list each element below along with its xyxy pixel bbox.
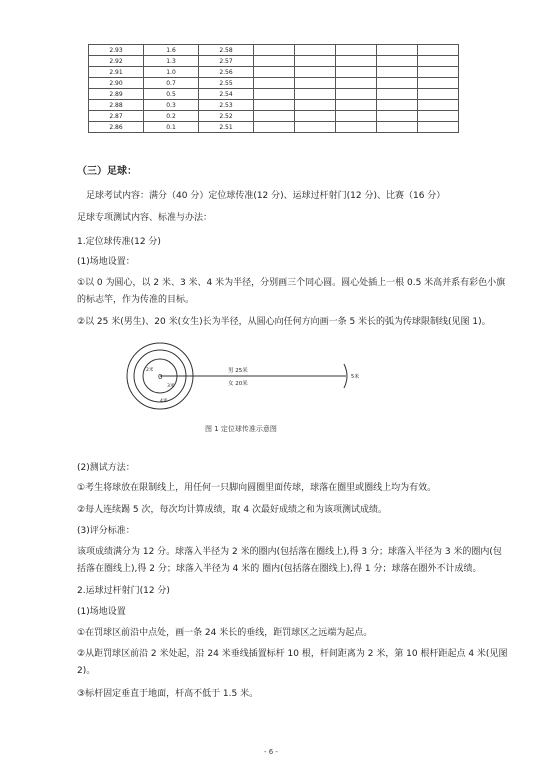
ring-label-outer: 4米 (160, 399, 168, 404)
table-cell: 2.92 (89, 56, 144, 67)
arc-label: 5米 (351, 374, 360, 380)
table-cell: 2.89 (89, 89, 144, 100)
empty-cell (254, 100, 295, 111)
table-row (89, 122, 459, 133)
paragraph: (3)评分标准： (77, 526, 135, 536)
table-row (89, 100, 459, 111)
empty-cell (418, 56, 459, 67)
empty-cell (336, 89, 377, 100)
empty-cell (418, 45, 459, 56)
empty-cell (377, 45, 418, 56)
empty-cell (336, 67, 377, 78)
empty-cell (254, 111, 295, 122)
empty-cell (377, 100, 418, 111)
ring-label-inner: 2米 (146, 368, 154, 373)
empty-cell (377, 56, 418, 67)
empty-cell (295, 100, 336, 111)
table-cell: 0.1 (144, 122, 199, 133)
paragraph: ①在罚球区前沿中点处，画一条 24 米长的垂线，距罚球区之远端为起点。 (77, 628, 373, 638)
paragraph: 该项成绩满分为 12 分。球落入半径为 2 米的圈内(包括落在圈线上),得 3 分；球落入半径为 3 米的圈内(包 (77, 547, 502, 557)
table-cell: 2.86 (89, 122, 144, 133)
table-cell: 2.93 (89, 45, 144, 56)
empty-cell (336, 56, 377, 67)
table-row (89, 89, 459, 100)
paragraph: 2)。 (77, 666, 96, 676)
table-cell: 2.90 (89, 78, 144, 89)
table-cell: 2.57 (199, 56, 254, 67)
empty-cell (254, 56, 295, 67)
empty-cell (295, 89, 336, 100)
paragraph: ①以 0 为圆心，以 2 米、3 米、4 米为半径，分别画三个同心圆。圆心处插上一根 0.5 米高并系有彩色小旗 (77, 278, 506, 288)
paragraph: 的标志竿，作为传准的目标。 (77, 295, 195, 305)
section-heading: （三）足球： (77, 166, 137, 177)
empty-cell (254, 122, 295, 133)
table-cell: 2.91 (89, 67, 144, 78)
table-cell: 0.5 (144, 89, 199, 100)
paragraph: ②每人连续踢 5 次，每次均计算成绩，取 4 次最好成绩之和为该项测试成绩。 (77, 505, 387, 515)
table-cell: 2.87 (89, 111, 144, 122)
table-row (89, 45, 459, 56)
empty-cell (254, 45, 295, 56)
empty-cell (377, 89, 418, 100)
page-number: - 6 - (264, 748, 278, 756)
table-cell: 1.0 (144, 67, 199, 78)
empty-cell (295, 78, 336, 89)
table-cell: 2.56 (199, 67, 254, 78)
paragraph: ③标杆固定垂直于地面，杆高不低于 1.5 米。 (77, 689, 259, 699)
table-cell: 2.55 (199, 78, 254, 89)
empty-cell (295, 111, 336, 122)
table-cell: 0.2 (144, 111, 199, 122)
empty-cell (418, 122, 459, 133)
empty-cell (377, 122, 418, 133)
empty-cell (377, 111, 418, 122)
empty-cell (336, 100, 377, 111)
empty-cell (254, 78, 295, 89)
empty-cell (418, 78, 459, 89)
table-cell: 2.51 (199, 122, 254, 133)
paragraph: 足球考试内容：满分（40 分）定位球传准(12 分)、运球过杆射门(12 分)、比赛（16 分） (86, 191, 446, 201)
score-table (88, 44, 459, 133)
empty-cell (336, 122, 377, 133)
empty-cell (418, 100, 459, 111)
table-cell: 2.58 (199, 45, 254, 56)
table-cell: 2.53 (199, 100, 254, 111)
center-label: 0 (158, 373, 163, 381)
empty-cell (418, 111, 459, 122)
empty-cell (377, 78, 418, 89)
empty-cell (295, 56, 336, 67)
empty-cell (336, 78, 377, 89)
paragraph: ②从距罚球区前沿 2 米处起，沿 24 米垂线插置标杆 10 根，杆间距离为 2 米，第 10 根杆距起点 4 米(见图 (77, 649, 508, 659)
table-cell: 0.7 (144, 78, 199, 89)
table-cell: 2.54 (199, 89, 254, 100)
table-row (89, 111, 459, 122)
empty-cell (418, 89, 459, 100)
table-row (89, 67, 459, 78)
empty-cell (295, 122, 336, 133)
figure-caption: 图 1 定位球传准示意图 (205, 425, 277, 433)
empty-cell (418, 67, 459, 78)
paragraph: 2.运球过杆射门(12 分) (77, 586, 170, 596)
empty-cell (295, 45, 336, 56)
paragraph: (2)测试方法： (77, 463, 135, 473)
field-diagram (120, 340, 380, 410)
empty-cell (254, 89, 295, 100)
paragraph: 括落在圈线上),得 2 分；球落入半径为 4 米的 圈内(包括落在圈线上),得 1 分；球落在圈外不计成绩。 (77, 564, 482, 574)
male-label: 男 25米 (228, 368, 248, 374)
empty-cell (336, 45, 377, 56)
table-cell: 1.3 (144, 56, 199, 67)
female-label: 女 20米 (228, 381, 248, 387)
ring-label-mid: 3米 (167, 384, 175, 389)
table-cell: 2.88 (89, 100, 144, 111)
table-cell: 0.3 (144, 100, 199, 111)
paragraph: ①考生将球放在限制线上，用任何一只脚向圆圈里面传球，球落在圈里或圈线上均为有效。 (77, 483, 437, 493)
paragraph: (1)场地设置： (77, 257, 135, 267)
table-row (89, 78, 459, 89)
paragraph: (1)场地设置 (77, 607, 126, 617)
paragraph: 1.定位球传准(12 分) (77, 237, 161, 247)
table-cell: 2.52 (199, 111, 254, 122)
empty-cell (336, 111, 377, 122)
paragraph: ②以 25 米(男生)、20 米(女生)长为半径，从圆心向任何方向画一条 5 米长的弧为传球限制线(见图 1)。 (77, 317, 491, 327)
table-row (89, 56, 459, 67)
empty-cell (295, 67, 336, 78)
empty-cell (377, 67, 418, 78)
paragraph: 足球专项测试内容、标准与办法： (77, 213, 213, 223)
table-cell: 1.6 (144, 45, 199, 56)
empty-cell (254, 67, 295, 78)
